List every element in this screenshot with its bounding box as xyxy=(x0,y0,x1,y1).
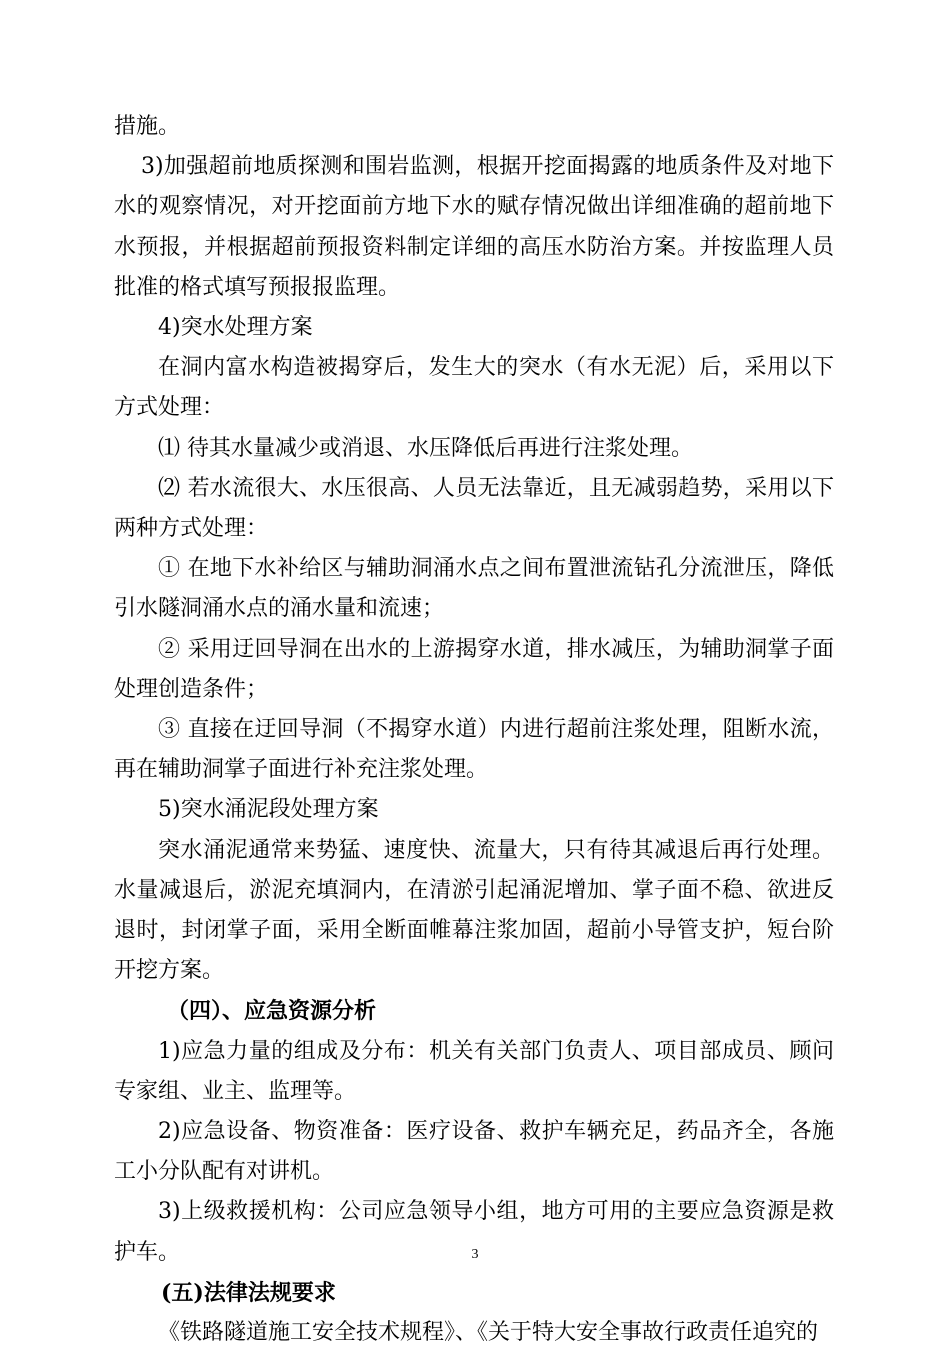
list-item-1: ⑴ 待其水量减少或消退、水压降低后再进行注浆处理。 xyxy=(158,435,693,461)
paragraph-emergency-forces: 1)应急力量的组成及分布：机关有关部门负责人、项目部成员、顾问专家组、业主、监理等。 xyxy=(114,1038,834,1104)
paragraph-mud-inrush: 突水涌泥通常来势猛、速度快、流量大，只有待其减退后再行处理。水量减退后，淤泥充填洞内，在清淤引起涌泥增加、掌子面不稳、欲进反退时，封闭掌子面，采用全断面帷幕注浆加固，超前小导管支护，短台阶开挖方案。 xyxy=(114,837,834,984)
list-item-circle-3: ③ 直接在迂回导洞（不揭穿水道）内进行超前注浆处理，阻断水流，再在辅助洞掌子面进行补充注浆处理。 xyxy=(114,717,834,783)
paragraph-rescue-agencies: 3)上级救援机构：公司应急领导小组，地方可用的主要应急资源是救护车。 xyxy=(114,1199,834,1265)
paragraph-advance-geology: 3)加强超前地质探测和围岩监测，根据开挖面揭露的地质条件及对地下水的观察情况，对开挖面前方地下水的赋存情况做出详细准确的超前地下水预报，并根据超前预报资料制定详细的高压水防治方案。并按监理人员批准的格式填写预报报监理。 xyxy=(114,154,834,300)
list-item-circle-1: ① 在地下水补给区与辅助洞涌水点之间布置泄流钻孔分流泄压，降低引水隧洞涌水点的涌水量和流速； xyxy=(114,556,834,622)
section-heading-laws: (五)法律法规要求 xyxy=(161,1279,336,1306)
list-item-circle-2: ② 采用迂回导洞在出水的上游揭穿水道，排水减压，为辅助洞掌子面处理创造条件； xyxy=(114,636,834,702)
document-body xyxy=(114,107,834,1353)
page-number: 3 xyxy=(471,1247,479,1262)
subheading-water-inrush: 4)突水处理方案 xyxy=(158,315,313,341)
subheading-mud-inrush: 5)突水涌泥段处理方案 xyxy=(158,797,379,823)
paragraph-laws: 《铁路隧道施工安全技术规程》、《关于特大安全事故行政责任追究的 xyxy=(158,1320,819,1346)
paragraph-continuation: 措施。 xyxy=(114,114,181,139)
paragraph-emergency-equipment: 2)应急设备、物资准备：医疗设备、救护车辆充足，药品齐全，各施工小分队配有对讲机。 xyxy=(114,1119,834,1185)
list-item-2: ⑵ 若水流很大、水压很高、人员无法靠近，且无减弱趋势，采用以下两种方式处理： xyxy=(114,475,834,542)
section-heading-emergency-resources: （四）、应急资源分析 xyxy=(167,998,377,1025)
paragraph-water-inrush-intro: 在洞内富水构造被揭穿后，发生大的突水（有水无泥）后，采用以下方式处理： xyxy=(114,355,834,421)
